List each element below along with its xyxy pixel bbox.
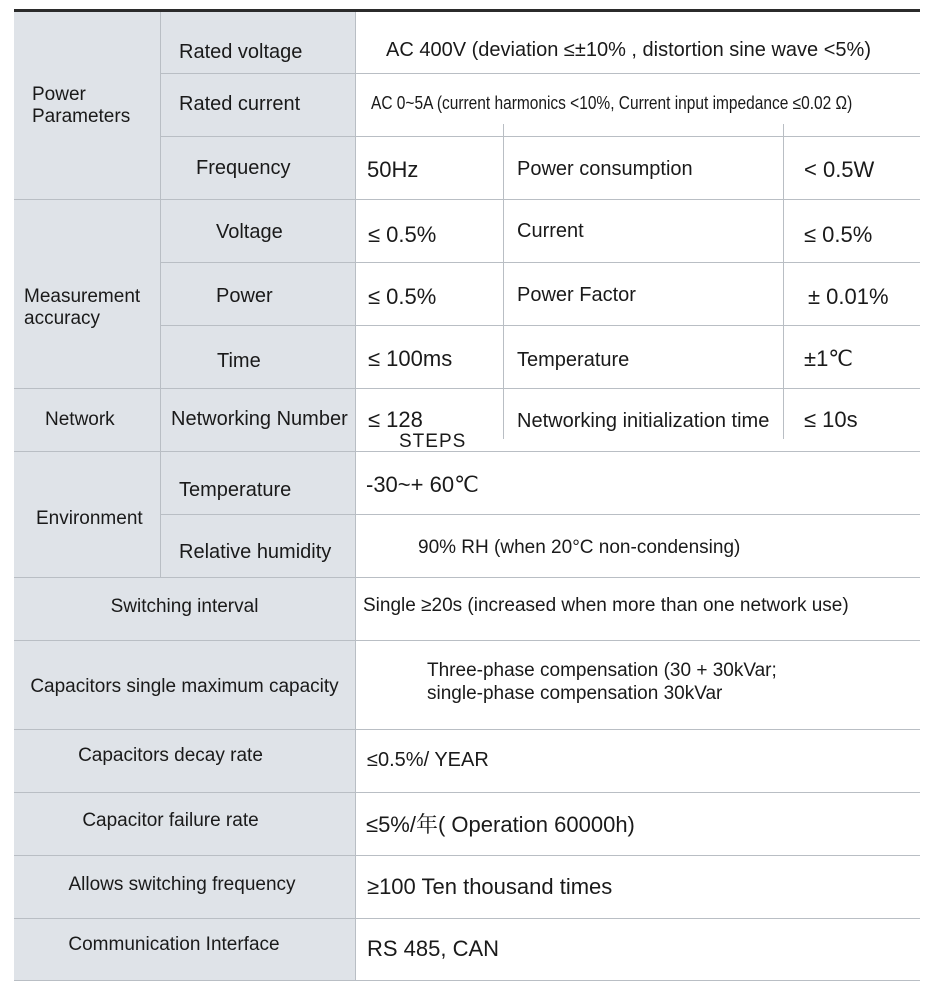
column-divider xyxy=(783,124,784,439)
label-column-bg-lower xyxy=(14,578,355,980)
comm-interface-label: Communication Interface xyxy=(68,934,280,955)
table-bottom-border xyxy=(14,980,920,981)
current-accuracy-value: ≤ 0.5% xyxy=(804,222,873,247)
row-divider xyxy=(14,640,920,641)
row-divider xyxy=(160,262,920,263)
switch-frequency-value: ≥100 Ten thousand times xyxy=(367,874,613,899)
temperature-accuracy-value: ±1℃ xyxy=(804,346,854,371)
row-divider xyxy=(14,792,920,793)
env-temperature-value: -30~+ 60℃ xyxy=(366,472,479,497)
cap-failure-label: Capacitor failure rate xyxy=(82,810,259,831)
rated-current-value: AC 0~5A (current harmonics <10%, Current input impedance ≤0.02 Ω) xyxy=(371,93,853,113)
cap-decay-value: ≤0.5%/ YEAR xyxy=(367,749,489,771)
current-accuracy-label: Current xyxy=(517,220,584,242)
rated-current-label: Rated current xyxy=(179,93,301,115)
voltage-accuracy-value: ≤ 0.5% xyxy=(368,222,437,247)
frequency-label: Frequency xyxy=(196,157,291,179)
rated-voltage-label: Rated voltage xyxy=(179,41,303,63)
rated-voltage-value: AC 400V (deviation ≤±10% , distortion sine wave <5%) xyxy=(386,39,871,61)
power-consumption-value: < 0.5W xyxy=(804,157,875,182)
row-divider xyxy=(14,918,920,919)
voltage-accuracy-label: Voltage xyxy=(216,221,283,243)
cap-max-capacity-line1: Three-phase compensation (30 + 30kVar; xyxy=(427,660,777,681)
time-accuracy-value: ≤ 100ms xyxy=(368,346,453,371)
power-accuracy-label: Power xyxy=(216,285,273,307)
comm-interface-value: RS 485, CAN xyxy=(367,936,500,961)
table-top-border xyxy=(14,9,920,12)
networking-number-label: Networking Number xyxy=(171,408,348,430)
column-divider xyxy=(160,12,161,578)
row-divider xyxy=(14,855,920,856)
cap-max-capacity-line2: single-phase compensation 30kVar xyxy=(427,683,723,704)
networking-init-time-label: Networking initialization time xyxy=(517,410,770,432)
networking-number-unit: STEPS xyxy=(399,431,467,452)
section-measurement-accuracy: Measurement accuracy xyxy=(24,286,141,329)
row-divider xyxy=(14,577,920,578)
row-divider xyxy=(160,136,920,137)
power-factor-label: Power Factor xyxy=(517,284,636,306)
frequency-value: 50Hz xyxy=(367,157,419,182)
switch-frequency-label: Allows switching frequency xyxy=(68,874,296,895)
section-network: Network xyxy=(45,409,115,430)
power-accuracy-value: ≤ 0.5% xyxy=(368,284,437,309)
cap-failure-value: ≤5%/年( Operation 60000h) xyxy=(366,812,635,837)
column-divider xyxy=(503,124,504,439)
cap-max-capacity-label: Capacitors single maximum capacity xyxy=(30,676,339,697)
humidity-value: 90% RH (when 20°C non-condensing) xyxy=(418,537,741,558)
time-accuracy-label: Time xyxy=(217,350,261,372)
row-divider xyxy=(14,199,920,200)
row-divider xyxy=(14,729,920,730)
section-power-parameters: Power Parameters xyxy=(32,84,131,127)
temperature-accuracy-label: Temperature xyxy=(517,349,630,371)
networking-init-time-value: ≤ 10s xyxy=(804,407,858,432)
row-divider xyxy=(14,451,920,452)
column-divider xyxy=(355,12,356,980)
row-divider xyxy=(160,325,920,326)
row-divider xyxy=(160,514,920,515)
switching-interval-value: Single ≥20s (increased when more than one network use) xyxy=(363,595,849,616)
row-divider xyxy=(160,73,920,74)
section-environment: Environment xyxy=(36,508,143,529)
power-consumption-label: Power consumption xyxy=(517,158,693,180)
row-divider xyxy=(14,388,920,389)
switching-interval-label: Switching interval xyxy=(110,596,259,617)
humidity-label: Relative humidity xyxy=(179,541,332,563)
env-temperature-label: Temperature xyxy=(179,479,292,501)
cap-decay-label: Capacitors decay rate xyxy=(78,745,263,766)
networking-number-value: ≤ 128 xyxy=(368,407,423,432)
power-factor-value: ± 0.01% xyxy=(808,284,889,309)
